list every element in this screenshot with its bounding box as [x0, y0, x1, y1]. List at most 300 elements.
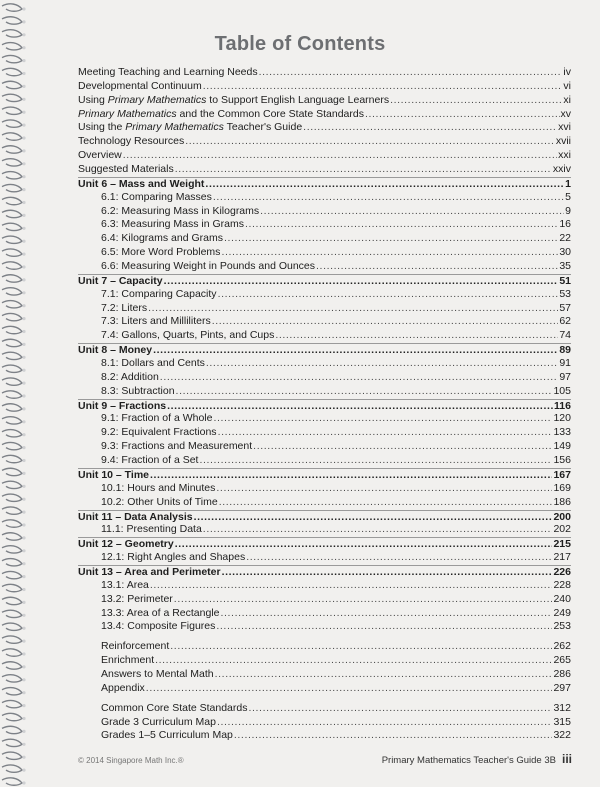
lesson-entry [78, 329, 571, 343]
front-matter-entry-title [78, 163, 174, 177]
dot-leader [174, 593, 553, 607]
spiral-coil [2, 662, 22, 669]
dot-leader [150, 579, 553, 593]
front-matter-entry [78, 163, 571, 177]
lesson-entry [78, 551, 571, 565]
punch-hole [22, 678, 25, 681]
lesson-entry [78, 232, 571, 246]
lesson-entry [78, 412, 571, 426]
spiral-coil [2, 184, 22, 191]
dot-leader [260, 205, 564, 219]
lesson-entry [78, 607, 571, 621]
front-matter-entry-page: vi [563, 79, 571, 92]
punch-hole [22, 369, 25, 372]
footer-page-number: iii [561, 752, 572, 766]
unit-heading-title: Unit 10 – Time [78, 468, 149, 481]
lesson-entry-page: 35 [559, 260, 571, 273]
punch-hole [22, 549, 25, 552]
front-matter-entry-title [78, 149, 122, 163]
page-title: Table of Contents [214, 33, 386, 55]
spiral-coil [2, 301, 22, 308]
spiral-coil [2, 107, 22, 114]
title-part: to Support English Language Learners [206, 93, 390, 106]
lesson-entry-title: 6.1: Comparing Masses [101, 190, 212, 203]
lesson-entry-title: 7.2: Liters [101, 301, 148, 314]
dot-leader [203, 80, 563, 94]
unit-heading-page: 226 [553, 565, 571, 578]
unit-heading-page: 200 [553, 510, 571, 523]
dot-leader [222, 566, 553, 580]
punch-hole [22, 640, 25, 643]
dot-leader [216, 482, 552, 496]
punch-hole [22, 407, 25, 410]
back-matter-entry [78, 654, 571, 668]
lesson-entry-title: 9.1: Fraction of a Whole [101, 412, 213, 425]
lesson-entry [78, 371, 571, 385]
spiral-coil [2, 688, 22, 695]
spiral-coil [2, 120, 22, 127]
back-matter-entry-page: 315 [553, 715, 571, 728]
back-matter-entry-page: 312 [553, 701, 571, 714]
punch-hole [22, 356, 25, 359]
dot-leader [221, 246, 558, 260]
back-matter-entry-title: Enrichment [101, 654, 155, 667]
title-part: Using the [78, 121, 126, 134]
unit-heading-title: Unit 9 – Fractions [78, 399, 167, 412]
lesson-entry-title: 6.5: More Word Problems [101, 246, 221, 259]
spiral-coil [2, 352, 22, 359]
title-part: Suggested Materials [78, 163, 174, 176]
dot-leader [219, 496, 553, 510]
front-matter-entry-title [78, 121, 302, 135]
lesson-entry [78, 288, 571, 302]
dot-leader [175, 538, 553, 552]
lesson-entry-page: 5 [565, 190, 571, 203]
punch-hole [22, 485, 25, 488]
front-matter-entry [78, 94, 571, 108]
dot-leader [148, 302, 558, 316]
lesson-entry-page: 53 [559, 287, 571, 300]
unit-heading [78, 177, 571, 191]
back-matter-entry [78, 702, 571, 716]
punch-hole [22, 317, 25, 320]
spiral-coil [2, 726, 22, 733]
punch-hole [22, 652, 25, 655]
lesson-entry-page: 120 [553, 412, 571, 425]
dot-leader [205, 178, 564, 192]
lesson-entry [78, 579, 571, 593]
punch-hole [22, 227, 25, 230]
lesson-entry-page: 149 [553, 440, 571, 453]
unit-heading-page: 89 [559, 344, 571, 357]
punch-hole [22, 601, 25, 604]
spiral-coil [2, 326, 22, 333]
lesson-entry [78, 482, 571, 496]
dot-leader [365, 108, 560, 122]
lesson-entry-title: 9.3: Fractions and Measurement [101, 440, 253, 453]
unit-heading-page: 215 [553, 538, 571, 551]
dot-leader [160, 371, 559, 385]
spiral-coil [2, 313, 22, 320]
punch-hole [22, 665, 25, 668]
spiral-coil [2, 675, 22, 682]
dot-leader [316, 260, 558, 274]
front-matter-entry-page: xi [563, 93, 571, 106]
punch-hole [22, 240, 25, 243]
dot-leader [245, 218, 558, 232]
dot-leader [215, 668, 553, 682]
spiral-coil [2, 752, 22, 759]
punch-hole [22, 717, 25, 720]
title-part: Primary Mathematics [125, 121, 224, 134]
punch-hole [22, 614, 25, 617]
punch-hole [22, 188, 25, 191]
spiral-coil [2, 442, 22, 449]
lesson-entry-title: 9.2: Equivalent Fractions [101, 426, 217, 439]
punch-hole [22, 575, 25, 578]
spiral-coil [2, 713, 22, 720]
spiral-coil [2, 584, 22, 591]
lesson-entry-page: 253 [553, 620, 571, 633]
punch-hole [22, 265, 25, 268]
back-matter-entry [78, 640, 571, 654]
dot-leader [175, 163, 552, 177]
back-matter-entry-title: Reinforcement [101, 640, 170, 653]
spiral-coil [2, 700, 22, 707]
unit-heading [78, 274, 571, 288]
punch-hole [22, 472, 25, 475]
punch-hole [22, 588, 25, 591]
dot-leader [203, 523, 553, 537]
spiral-coil [2, 236, 22, 243]
footer-book-info [382, 752, 572, 766]
punch-hole [22, 175, 25, 178]
unit-heading-title: Unit 12 – Geometry [78, 538, 174, 551]
lesson-entry-title: 11.1: Presenting Data [101, 523, 202, 536]
spiral-coil [2, 275, 22, 282]
spiral-coil [2, 765, 22, 772]
punch-hole [22, 7, 25, 10]
unit-heading [78, 565, 571, 579]
lesson-entry-title: 13.4: Composite Figures [101, 620, 216, 633]
dot-leader [194, 511, 553, 525]
lesson-entry [78, 357, 571, 371]
lesson-entry [78, 315, 571, 329]
spiral-coil [2, 223, 22, 230]
punch-hole [22, 420, 25, 423]
spiral-coil [2, 197, 22, 204]
spiral-coil [2, 571, 22, 578]
punch-hole [22, 730, 25, 733]
front-matter-entry [78, 108, 571, 122]
unit-heading [78, 510, 571, 524]
punch-hole [22, 98, 25, 101]
spiral-coil [2, 636, 22, 643]
front-matter-entry [78, 149, 571, 163]
unit-heading [78, 468, 571, 482]
lesson-entry-page: 74 [559, 329, 571, 342]
dot-leader [221, 607, 553, 621]
lesson-entry [78, 260, 571, 274]
punch-hole [22, 691, 25, 694]
spiral-coil [2, 378, 22, 385]
punch-hole [22, 562, 25, 565]
spiral-coil [2, 146, 22, 153]
title-part: Technology Resources [78, 135, 185, 148]
title-part: Primary Mathematics [107, 93, 207, 106]
lesson-entry-page: 22 [559, 232, 571, 245]
punch-hole [22, 536, 25, 539]
spiral-coil [2, 739, 22, 746]
dot-leader [185, 135, 555, 149]
unit-heading-title: Unit 7 – Capacity [78, 274, 163, 287]
spiral-coil [2, 17, 22, 24]
lesson-entry-page: 97 [559, 370, 571, 383]
back-matter-entry [78, 729, 571, 743]
spiral-coil [2, 546, 22, 553]
lesson-entry [78, 454, 571, 468]
unit-heading [78, 537, 571, 551]
front-matter-entry-title [78, 94, 389, 108]
dot-leader [213, 191, 564, 205]
dot-leader [217, 716, 553, 730]
dot-leader [170, 640, 552, 654]
lesson-entry-title: 6.6: Measuring Weight in Pounds and Ounces [101, 260, 316, 273]
back-matter-entry [78, 682, 571, 696]
lesson-entry-title: 6.3: Measuring Mass in Grams [101, 218, 244, 231]
title-part: and the Common Core State Standards [176, 107, 364, 120]
spiral-coil [2, 172, 22, 179]
lesson-entry-page: 91 [559, 357, 571, 370]
dot-leader [253, 440, 552, 454]
lesson-entry [78, 523, 571, 537]
unit-heading-title: Unit 13 – Area and Perimeter [78, 565, 221, 578]
front-matter-entry [78, 80, 571, 94]
footer-book-title: Primary Mathematics Teacher's Guide 3B [381, 755, 556, 766]
lesson-entry-title: 8.2: Addition [101, 370, 159, 383]
lesson-entry-page: 186 [553, 495, 571, 508]
punch-hole [22, 704, 25, 707]
punch-hole [22, 523, 25, 526]
dot-leader [234, 729, 553, 743]
lesson-entry-title: 9.4: Fraction of a Set [101, 454, 199, 467]
front-matter-entry-page: xxi [558, 149, 571, 162]
copyright-notice: © 2014 Singapore Math Inc.® [78, 756, 184, 765]
spiral-coil [2, 249, 22, 256]
spiral-coil [2, 610, 22, 617]
lesson-entry-page: 105 [553, 384, 571, 397]
dot-leader [167, 400, 553, 414]
punch-hole [22, 769, 25, 772]
lesson-entry-title: 13.3: Area of a Rectangle [101, 606, 220, 619]
lesson-entry-page: 30 [559, 246, 571, 259]
title-part: Developmental Continuum [78, 79, 202, 92]
title-part: Teacher's Guide [223, 121, 303, 134]
unit-heading-page: 1 [565, 177, 571, 190]
punch-hole [22, 291, 25, 294]
back-matter-entry-title: Answers to Mental Math [101, 667, 214, 680]
spiral-coil [2, 133, 22, 140]
spiral-coil [2, 159, 22, 166]
front-matter-entry-page: xvi [558, 121, 571, 134]
table-of-contents [78, 66, 571, 743]
back-matter-entry [78, 716, 571, 730]
punch-hole [22, 59, 25, 62]
lesson-entry [78, 191, 571, 205]
lesson-entry [78, 496, 571, 510]
dot-leader [218, 288, 559, 302]
lesson-entry-page: 57 [559, 301, 571, 314]
spiral-coil [2, 94, 22, 101]
back-matter-entry-page: 322 [553, 729, 571, 742]
title-part: Using [78, 93, 108, 106]
unit-heading-page: 116 [554, 399, 571, 412]
spiral-coil [2, 494, 22, 501]
spiral-coil [2, 404, 22, 411]
lesson-entry [78, 205, 571, 219]
lesson-entry [78, 426, 571, 440]
punch-hole [22, 253, 25, 256]
spiral-coil [2, 430, 22, 437]
punch-hole [22, 20, 25, 23]
punch-hole [22, 214, 25, 217]
spiral-coil [2, 455, 22, 462]
spiral-coil [2, 649, 22, 656]
lesson-entry-page: 156 [553, 454, 571, 467]
spiral-binding [0, 0, 30, 787]
title-part: Primary Mathematics [78, 107, 177, 120]
lesson-entry-page: 228 [553, 578, 571, 591]
dot-leader [155, 654, 552, 668]
back-matter-entry-title: Grades 1–5 Curriculum Map [101, 729, 233, 742]
unit-heading-page: 167 [553, 468, 571, 481]
spiral-coil [2, 81, 22, 88]
dot-leader [390, 94, 562, 108]
back-matter-entry-page: 262 [553, 640, 571, 653]
lesson-entry-title: 12.1: Right Angles and Shapes [101, 551, 246, 564]
spiral-coil [2, 533, 22, 540]
back-matter-entry [78, 668, 571, 682]
dot-leader [164, 275, 559, 289]
lesson-entry-page: 217 [553, 551, 571, 564]
spiral-coil [2, 481, 22, 488]
spiral-coil [2, 559, 22, 566]
lesson-entry [78, 302, 571, 316]
back-matter-entry-page: 286 [553, 667, 571, 680]
punch-hole [22, 433, 25, 436]
spiral-coil [2, 417, 22, 424]
lesson-entry-title: 10.2: Other Units of Time [101, 495, 218, 508]
front-matter-entry-page: xv [560, 107, 571, 120]
lesson-entry-page: 169 [553, 481, 571, 494]
title-part: Meeting Teaching and Learning Needs [78, 66, 258, 78]
dot-leader [213, 412, 552, 426]
punch-hole [22, 446, 25, 449]
unit-heading-title: Unit 6 – Mass and Weight [78, 177, 205, 190]
spiral-coil [2, 288, 22, 295]
lesson-entry [78, 620, 571, 634]
punch-hole [22, 781, 25, 784]
spiral-coil [2, 339, 22, 346]
front-matter-entry-page: iv [563, 66, 571, 78]
lesson-entry-title: 6.2: Measuring Mass in Kilograms [101, 204, 260, 217]
dot-leader [216, 620, 552, 634]
spiral-coil [2, 210, 22, 217]
dot-leader [249, 702, 553, 716]
lesson-entry-page: 9 [565, 204, 571, 217]
dot-leader [206, 357, 558, 371]
punch-hole [22, 72, 25, 75]
title-part: Overview [78, 149, 122, 162]
back-matter-entry-title: Appendix [101, 681, 145, 694]
punch-hole [22, 510, 25, 513]
front-matter-entry-page: xxiv [552, 163, 571, 176]
lesson-entry-page: 202 [553, 523, 571, 536]
lesson-entry-page: 249 [553, 606, 571, 619]
lesson-entry [78, 246, 571, 260]
dot-leader [199, 454, 552, 468]
front-matter-entry-title [78, 66, 258, 80]
lesson-entry-page: 16 [559, 218, 571, 231]
spiral-coil [2, 520, 22, 527]
lesson-entry-title: 7.4: Gallons, Quarts, Pints, and Cups [101, 329, 275, 342]
punch-hole [22, 304, 25, 307]
back-matter-entry-title: Common Core State Standards [101, 701, 248, 714]
punch-hole [22, 459, 25, 462]
spiral-coil [2, 365, 22, 372]
spiral-coil [2, 597, 22, 604]
spiral-coil [2, 778, 22, 785]
front-matter-entry-title [78, 108, 364, 122]
dot-leader [303, 121, 557, 135]
unit-heading [78, 399, 571, 413]
spiral-coil [2, 391, 22, 398]
lesson-entry [78, 385, 571, 399]
punch-hole [22, 743, 25, 746]
punch-hole [22, 85, 25, 88]
dot-leader [224, 232, 558, 246]
lesson-entry [78, 218, 571, 232]
front-matter-entry-page: xvii [555, 135, 571, 148]
lesson-entry-page: 133 [553, 426, 571, 439]
punch-hole [22, 343, 25, 346]
lesson-entry [78, 440, 571, 454]
punch-hole [22, 394, 25, 397]
front-matter-entry-title [78, 80, 202, 94]
punch-hole [22, 278, 25, 281]
punch-hole [22, 382, 25, 385]
spiral-coil [2, 623, 22, 630]
unit-heading-title: Unit 8 – Money [78, 344, 153, 357]
lesson-entry-title: 7.1: Comparing Capacity [101, 287, 217, 300]
punch-hole [22, 498, 25, 501]
spiral-coil [2, 507, 22, 514]
punch-hole [22, 627, 25, 630]
lesson-entry-page: 240 [553, 592, 571, 605]
dot-leader [275, 329, 558, 343]
spiral-coil [2, 68, 22, 75]
lesson-entry-page: 62 [559, 315, 571, 328]
back-matter-entry-page: 265 [553, 654, 571, 667]
punch-hole [22, 124, 25, 127]
dot-leader [153, 344, 558, 358]
dot-leader [123, 149, 557, 163]
dot-leader [146, 682, 553, 696]
lesson-entry-title: 10.1: Hours and Minutes [101, 481, 216, 494]
punch-hole [22, 136, 25, 139]
punch-hole [22, 111, 25, 114]
spiral-coil [2, 55, 22, 62]
